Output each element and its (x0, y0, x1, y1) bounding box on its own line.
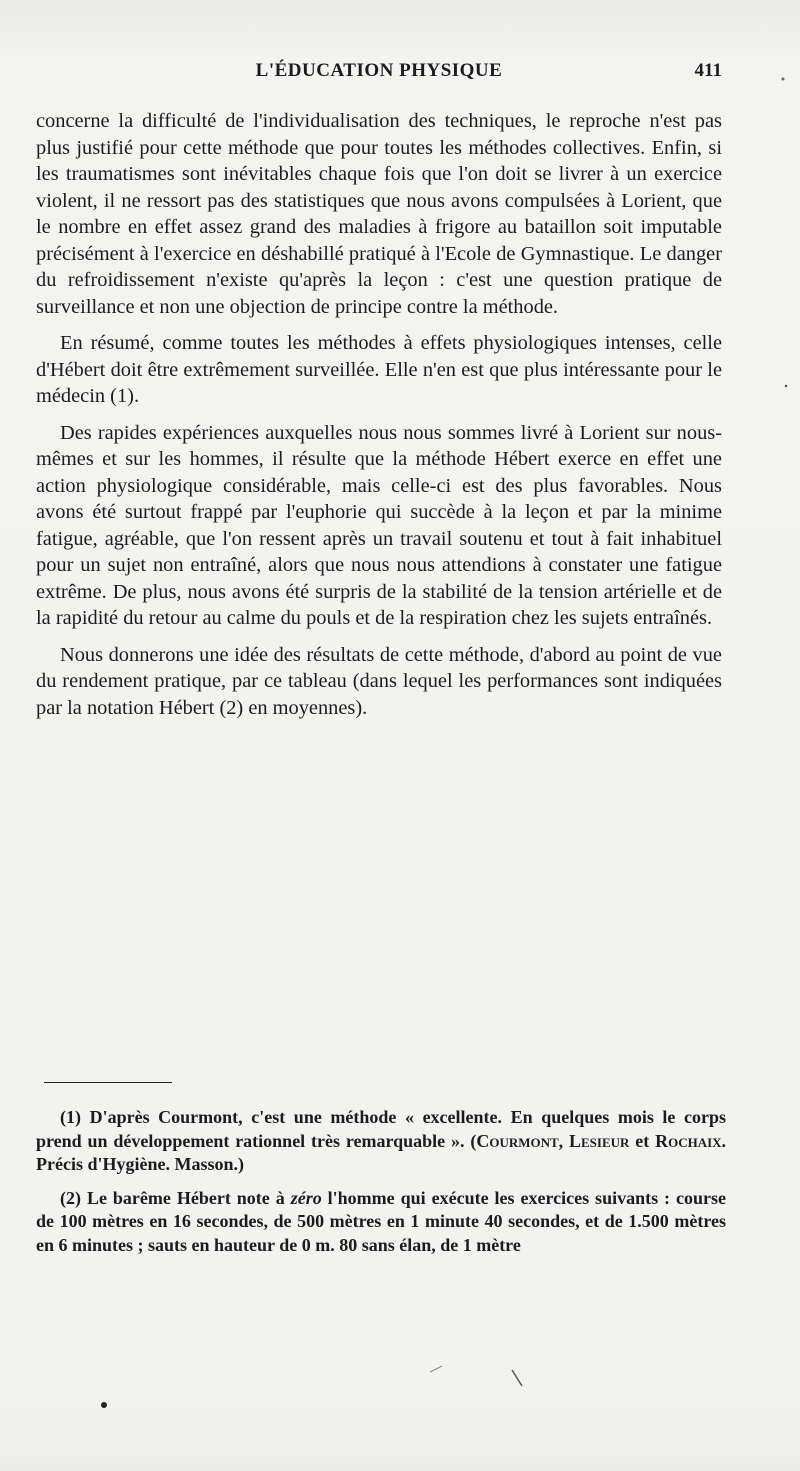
footnote-1 (36, 1106, 726, 1177)
footnote-separator (44, 1082, 172, 1083)
footnote-2-lead: (2) Le barême Hébert note à (60, 1187, 291, 1208)
footnote-1-separator-1: , (558, 1130, 569, 1151)
main-text (36, 108, 722, 731)
footnote-2 (36, 1187, 726, 1258)
page-header (36, 60, 722, 90)
footnote-1-separator-2: et (629, 1130, 656, 1151)
paragraph-2: En résumé, comme toutes les méthodes à effets physiologiques intenses, celle d'Hébert doit être extrêmement surveillée. Elle n'en est que plus intéressante pour le médecin (1). (36, 332, 722, 407)
footnotes (36, 1106, 726, 1267)
footnote-1-tail: . Précis d'Hygiène. Masson.) (36, 1130, 727, 1174)
footnote-2-tail: l'homme qui exécute les exercices suivants : course de 100 mètres en 16 secondes, de 500 mètres en 1 minute 40 secondes, et de 1.500 mètres en 6 minutes ; sauts en hauteur de 0 m. 80 sans élan, de 1 mètre (36, 1187, 726, 1255)
footnote-1-author-3: Rochaix (655, 1130, 722, 1151)
footnote-2-zero: zéro (290, 1187, 322, 1208)
paragraph-1: concerne la difficulté de l'individualisation des techniques, le reproche n'est pas plus justifié pour cette méthode que pour toutes les méthodes collectives. Enfin, si les traumatismes sont inévitables chaque fois que l'on doit se livrer à un exercice violent, il ne ressort pas des statistiques que nous avons compulsées à Lorient, que le nombre en effet assez grand des maladies à frigore au bataillon soit imputable précisément à l'exercice en déshabillé pratiqué à l'Ecole de Gymnastique. Le danger du refroidissement n'existe qu'après la leçon : c'est une question pratique de surveillance et non une objection de principe contre la méthode. (36, 110, 722, 318)
running-title: L'ÉDUCATION PHYSIQUE (255, 60, 503, 81)
footnote-1-text: (1) D'après Courmont, c'est une méthode « excellente. En quelques mois le corps prend un développement rationnel très remarquable ». ( (36, 1107, 726, 1151)
paragraph-4: Nous donnerons une idée des résultats de cette méthode, d'abord au point de vue du rendement pratique, par ce tableau (dans lequel les performances sont indiquées par la notation Hébert (2) en moyennes). (36, 643, 722, 719)
footnote-1-author-1: Courmont (476, 1130, 559, 1151)
paragraph-3: Des rapides expériences auxquelles nous nous sommes livré à Lorient sur nous-mêmes et sur les hommes, il résulte que la méthode Hébert exerce en effet une action physiologique considérable, mais celle-ci est des plus favorables. Nous avons été surtout frappé par l'euphorie qui succède à la leçon et par la minime fatigue, agréable, que l'on ressent après un travail soutenu et tout à fait inhabituel pour un sujet non entraîné, alors que nous nous attendions à constater une fatigue extrême. De plus, nous avons été surpris de la stabilité de la tension artérielle et de la rapidité du retour au calme du pouls et de la respiration chez les sujets entraînés. (36, 421, 722, 629)
footnote-1-author-2: Lesieur (569, 1130, 630, 1151)
page-number: 411 (694, 60, 722, 81)
